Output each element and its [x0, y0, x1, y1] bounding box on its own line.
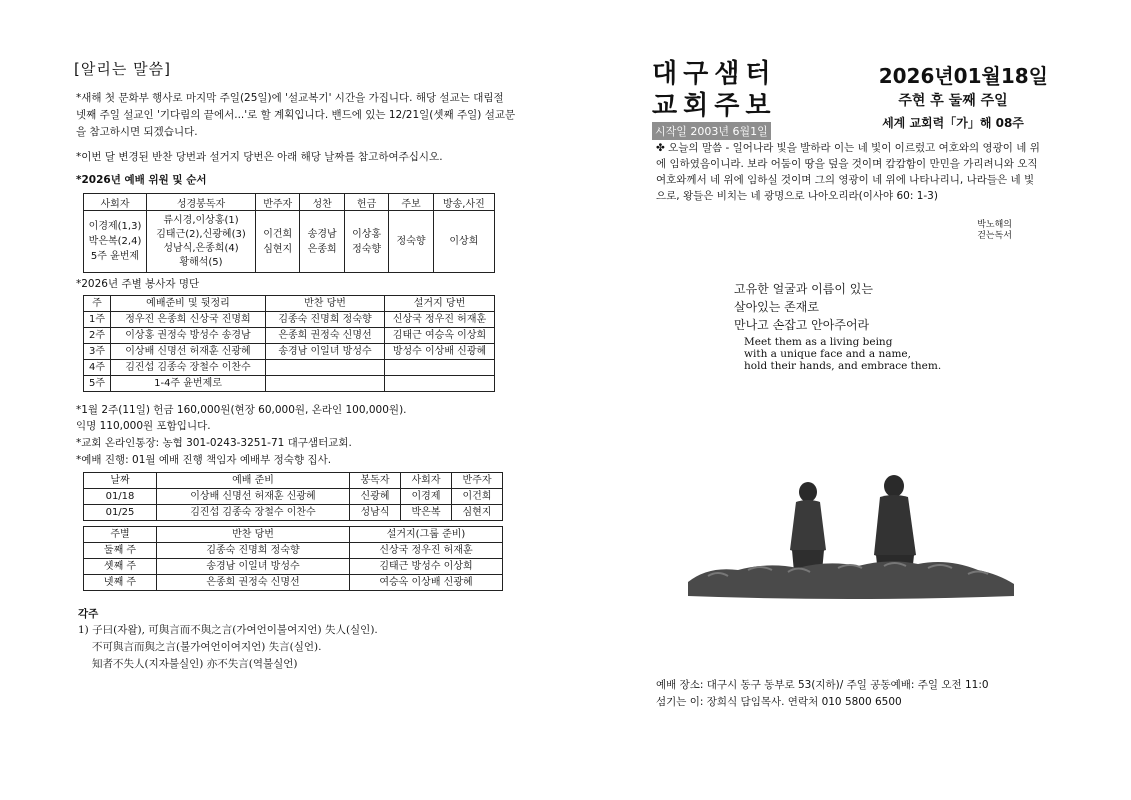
col-header: 반주자 — [256, 194, 300, 211]
col-header: 주보 — [389, 194, 433, 211]
table-cell: 은종희 권정숙 신명선 — [157, 575, 350, 591]
table-cell: 여승옥 이상배 신광혜 — [350, 575, 503, 591]
signature-line-1: 박노해의 — [977, 220, 1012, 230]
table-cell: 방성수 이상배 신광혜 — [385, 344, 495, 360]
table-row — [84, 376, 495, 392]
table-cell: 이상홍 권정숙 방성수 송경남 — [111, 328, 266, 344]
col-header: 예배준비 및 뒷정리 — [111, 296, 266, 312]
table-cell: 둘째 주 — [84, 543, 157, 559]
table-cell: 01/18 — [84, 489, 157, 505]
table-cell: 신광혜 — [350, 489, 401, 505]
table-cell — [385, 376, 495, 392]
footnote-title: 각주 — [78, 608, 99, 620]
table-cell: 이건희 심현지 — [256, 211, 300, 273]
footnote-line-3: 知者不失人(지자불실인) 亦不失言(역불실언) — [92, 658, 298, 670]
table-cell: 4주 — [84, 360, 111, 376]
table-cell: 신상국 정우진 허재훈 — [385, 312, 495, 328]
kitchen-duty-table — [83, 526, 503, 591]
table-row — [84, 489, 503, 505]
table-cell: 신상국 정우진 허재훈 — [350, 543, 503, 559]
col-header: 봉독자 — [350, 473, 401, 489]
table-row — [84, 575, 503, 591]
table-cell: 송경남 이일녀 방성수 — [157, 559, 350, 575]
weekly-volunteers-subtitle: *2026년 주별 봉사자 명단 — [76, 278, 200, 290]
weekly-volunteers-table — [83, 295, 495, 392]
quote-line: 살아있는 존재로 — [734, 300, 819, 314]
table-cell: 송경남 은종희 — [300, 211, 344, 273]
table-cell: 심현지 — [452, 505, 503, 521]
table-cell — [266, 360, 385, 376]
worship-progress: *예배 진행: 01월 예배 진행 책임자 예배부 정숙향 집사. — [76, 454, 332, 466]
table-row — [84, 328, 495, 344]
table-cell: 김종숙 진명희 정숙향 — [266, 312, 385, 328]
table-row — [84, 559, 503, 575]
table-cell: 김태근 여승옥 이상희 — [385, 328, 495, 344]
logo-line-1: 대구샘터 — [652, 59, 777, 89]
col-header: 설거지(그룹 준비) — [350, 527, 503, 543]
col-header: 예배 준비 — [157, 473, 350, 489]
todays-scripture: ✤ 오늘의 말씀 - 일어나라 빛을 발하라 이는 네 빛이 이르렀고 여호와의 영광이 네 위에 임하였음이니라. 보라 어둠이 땅을 덮을 것이며 캄캄함이 만민을 가리려니와 오직 여호와께서 네 위에 임하실 것이며 그의 영광이 네 위에 나타나리니, 나라들은 네 빛으로, 왕들은 비치는 네 광명으로 나아오리라(이사야 60: 1-3) — [656, 142, 1040, 202]
announcements-title: [알리는 말씀] — [74, 60, 171, 78]
col-header: 성찬 — [300, 194, 344, 211]
announcement-duty-change: *이번 달 변경된 반찬 당번과 설거지 당번은 아래 해당 날짜를 참고하여주십시오. — [76, 151, 443, 163]
liturgical-sunday: 주현 후 둘째 주일 — [898, 93, 1008, 109]
table-cell: 3주 — [84, 344, 111, 360]
offering-anonymous: 익명 110,000원 포함입니다. — [76, 420, 211, 432]
church-info — [656, 677, 989, 711]
founded-date: 시작일 2003년 6월1일 — [652, 122, 771, 140]
table-cell: 1-4주 윤번제로 — [111, 376, 266, 392]
footnote-line-2: 不可與言而與之言(불가여언이여지언) 失言(실언). — [92, 641, 322, 653]
logo-line-2: 교회주보 — [652, 91, 777, 121]
table-cell: 이상배 신명선 허재훈 신광혜 — [157, 489, 350, 505]
table-cell: 이상홍 정숙향 — [344, 211, 388, 273]
table-cell: 01/25 — [84, 505, 157, 521]
table-cell: 이경제 — [401, 489, 452, 505]
table-cell: 박은복 — [401, 505, 452, 521]
table-cell: 성남식 — [350, 505, 401, 521]
table-cell — [385, 360, 495, 376]
table-cell: 이경제(1,3) 박은복(2,4) 5주 윤번제 — [84, 211, 147, 273]
online-account: *교회 온라인통장: 농협 301-0243-3251-71 대구샘터교회. — [76, 437, 352, 449]
quote-line: Meet them as a living being — [744, 336, 893, 348]
quote-line: 고유한 얼굴과 이름이 있는 — [734, 282, 873, 296]
table-cell: 넷째 주 — [84, 575, 157, 591]
table-cell: 2주 — [84, 328, 111, 344]
table-cell: 류시경,이상홍(1) 김태근(2),신광혜(3) 성남식,은종희(4) 황해석(5) — [147, 211, 256, 273]
service-schedule-table — [83, 472, 503, 521]
table-cell: 김진섭 김종숙 장철수 이찬수 — [157, 505, 350, 521]
worship-location: 예배 장소: 대구시 동구 동부로 53(지하)/ 주일 공동예배: 주일 오전 11:0 — [656, 679, 989, 691]
footnote-line-1: 1) 子曰(자왈), 可與言而不與之言(가여언이불여지언) 失人(실인). — [78, 624, 378, 636]
col-header: 성경봉독자 — [147, 194, 256, 211]
worship-committee-subtitle: *2026년 예배 위원 및 순서 — [76, 174, 207, 186]
table-cell: 정숙향 — [389, 211, 433, 273]
table-row — [84, 543, 503, 559]
col-header: 주별 — [84, 527, 157, 543]
pastor-contact: 섬기는 이: 장희식 담임목사. 연락처 010 5800 6500 — [656, 696, 902, 708]
two-figures-on-stone-wall-illustration — [648, 210, 1024, 628]
table-cell — [266, 376, 385, 392]
table-row — [84, 344, 495, 360]
announcement-culture-event: *새해 첫 문화부 행사로 마지막 주일(25일)에 '설교복기' 시간을 가집니다. 해당 설교는 대림절 넷째 주일 설교인 '기다림의 끝에서...'로 할 계획입니다. 밴드에 있는 12/21일(셋째 주일) 설교문을 참고하시면 되겠습니다. — [76, 92, 516, 138]
col-header: 설거지 당번 — [385, 296, 495, 312]
col-header: 헌금 — [344, 194, 388, 211]
cover-photo — [648, 210, 1024, 628]
quote-line: 만나고 손잡고 안아주어라 — [734, 318, 870, 332]
table-row — [84, 505, 503, 521]
table-cell: 5주 — [84, 376, 111, 392]
table-cell: 1주 — [84, 312, 111, 328]
worship-committee-table — [83, 193, 495, 273]
table-cell: 이상배 신명선 허재훈 신광혜 — [111, 344, 266, 360]
table-cell: 이건희 — [452, 489, 503, 505]
bulletin-date: 2026년01월18일 — [878, 64, 1048, 88]
lectionary-week: 세계 교회력「가」해 08주 — [882, 116, 1024, 130]
table-cell: 이상희 — [433, 211, 494, 273]
offering-report: *1월 2주(11일) 헌금 160,000원(현장 60,000원, 온라인 100,000원). — [76, 404, 407, 416]
table-cell: 셋째 주 — [84, 559, 157, 575]
col-header: 사회자 — [401, 473, 452, 489]
table-cell: 김태근 방성수 이상희 — [350, 559, 503, 575]
table-cell: 김종숙 진명희 정숙향 — [157, 543, 350, 559]
col-header: 반찬 당번 — [157, 527, 350, 543]
table-cell: 김진섭 김종숙 장철수 이찬수 — [111, 360, 266, 376]
col-header: 반주자 — [452, 473, 503, 489]
col-header: 날짜 — [84, 473, 157, 489]
quote-line: with a unique face and a name, — [744, 348, 911, 360]
table-row — [84, 360, 495, 376]
signature-line-2: 걷는독서 — [977, 231, 1012, 241]
col-header: 방송,사진 — [433, 194, 494, 211]
church-logo — [652, 58, 776, 122]
table-cell: 은종희 권정숙 신명선 — [266, 328, 385, 344]
table-cell: 송경남 이일녀 방성수 — [266, 344, 385, 360]
table-row — [84, 312, 495, 328]
table-cell: 정우진 은종희 신상국 진명희 — [111, 312, 266, 328]
col-header: 주 — [84, 296, 111, 312]
col-header: 사회자 — [84, 194, 147, 211]
quote-line: hold their hands, and embrace them. — [744, 360, 942, 372]
col-header: 반찬 당번 — [266, 296, 385, 312]
